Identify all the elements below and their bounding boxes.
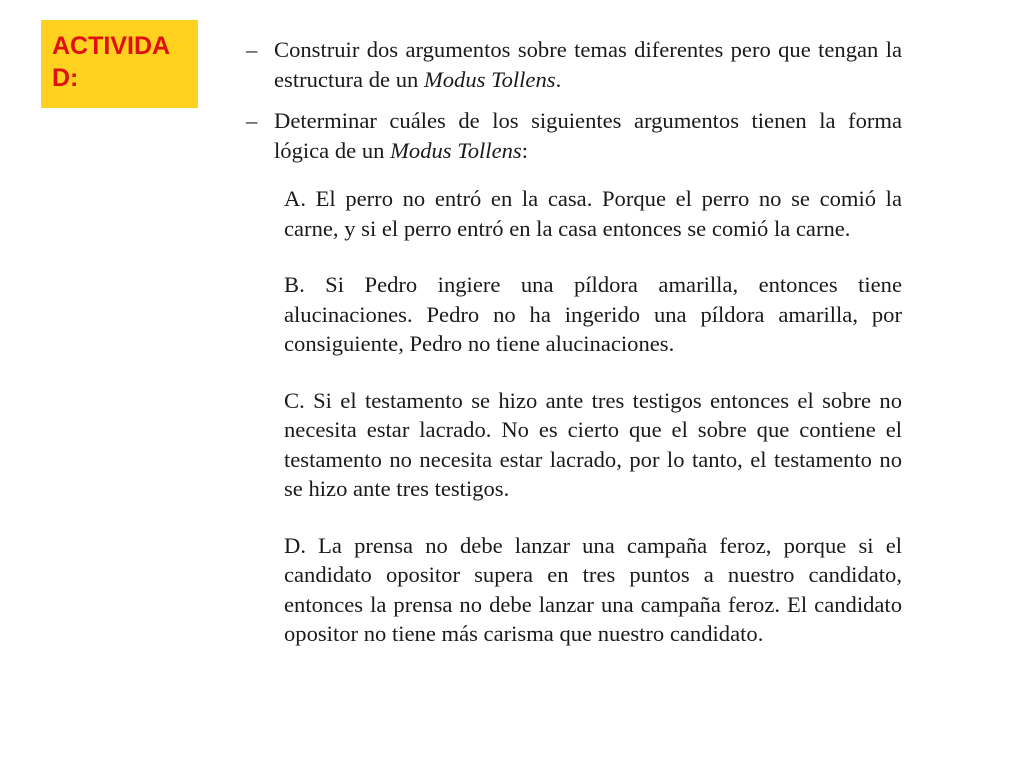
emphasis-term: Modus Tollens bbox=[390, 137, 522, 163]
argument-options bbox=[284, 184, 902, 649]
argument-option-a: A. El perro no entró en la casa. Porque el perro no se comió la carne, y si el perro entró en la casa entonces se comió la carne. bbox=[284, 186, 902, 241]
dash-marker: – bbox=[246, 37, 258, 62]
argument-option-c: C. Si el testamento se hizo ante tres testigos entonces el sobre no necesita estar lacrado. No es cierto que el sobre que contiene el testamento no necesita estar lacrado, por lo tanto, el testamento no se hizo ante tres testigos. bbox=[284, 387, 902, 501]
dash-marker: – bbox=[246, 108, 258, 133]
argument-option-d: D. La prensa no debe lanzar una campaña feroz, porque si el candidato opositor supera en tres puntos a nuestro candidato, entonces la prensa no debe lanzar una campaña feroz. El candidato opositor no tiene más carisma que nuestro candidato. bbox=[284, 532, 902, 646]
instruction-text: Determinar cuáles de los siguientes argumentos tienen la forma lógica de un Modus Tollens: bbox=[274, 108, 902, 163]
activity-content bbox=[246, 35, 902, 649]
argument-option-b: B. Si Pedro ingiere una píldora amarilla, entonces tiene alucinaciones. Pedro no ha ingerido una píldora amarilla, por consiguiente, Pedro no tiene alucinaciones. bbox=[284, 272, 902, 356]
instruction-item bbox=[246, 35, 902, 94]
instruction-text: Construir dos argumentos sobre temas diferentes pero que tengan la estructura de un Modus Tollens. bbox=[274, 37, 902, 92]
emphasis-term: Modus Tollens bbox=[423, 66, 556, 92]
activity-badge-label: ACTIVIDAD: bbox=[52, 32, 171, 92]
activity-badge bbox=[41, 20, 198, 108]
instruction-item bbox=[246, 106, 902, 165]
